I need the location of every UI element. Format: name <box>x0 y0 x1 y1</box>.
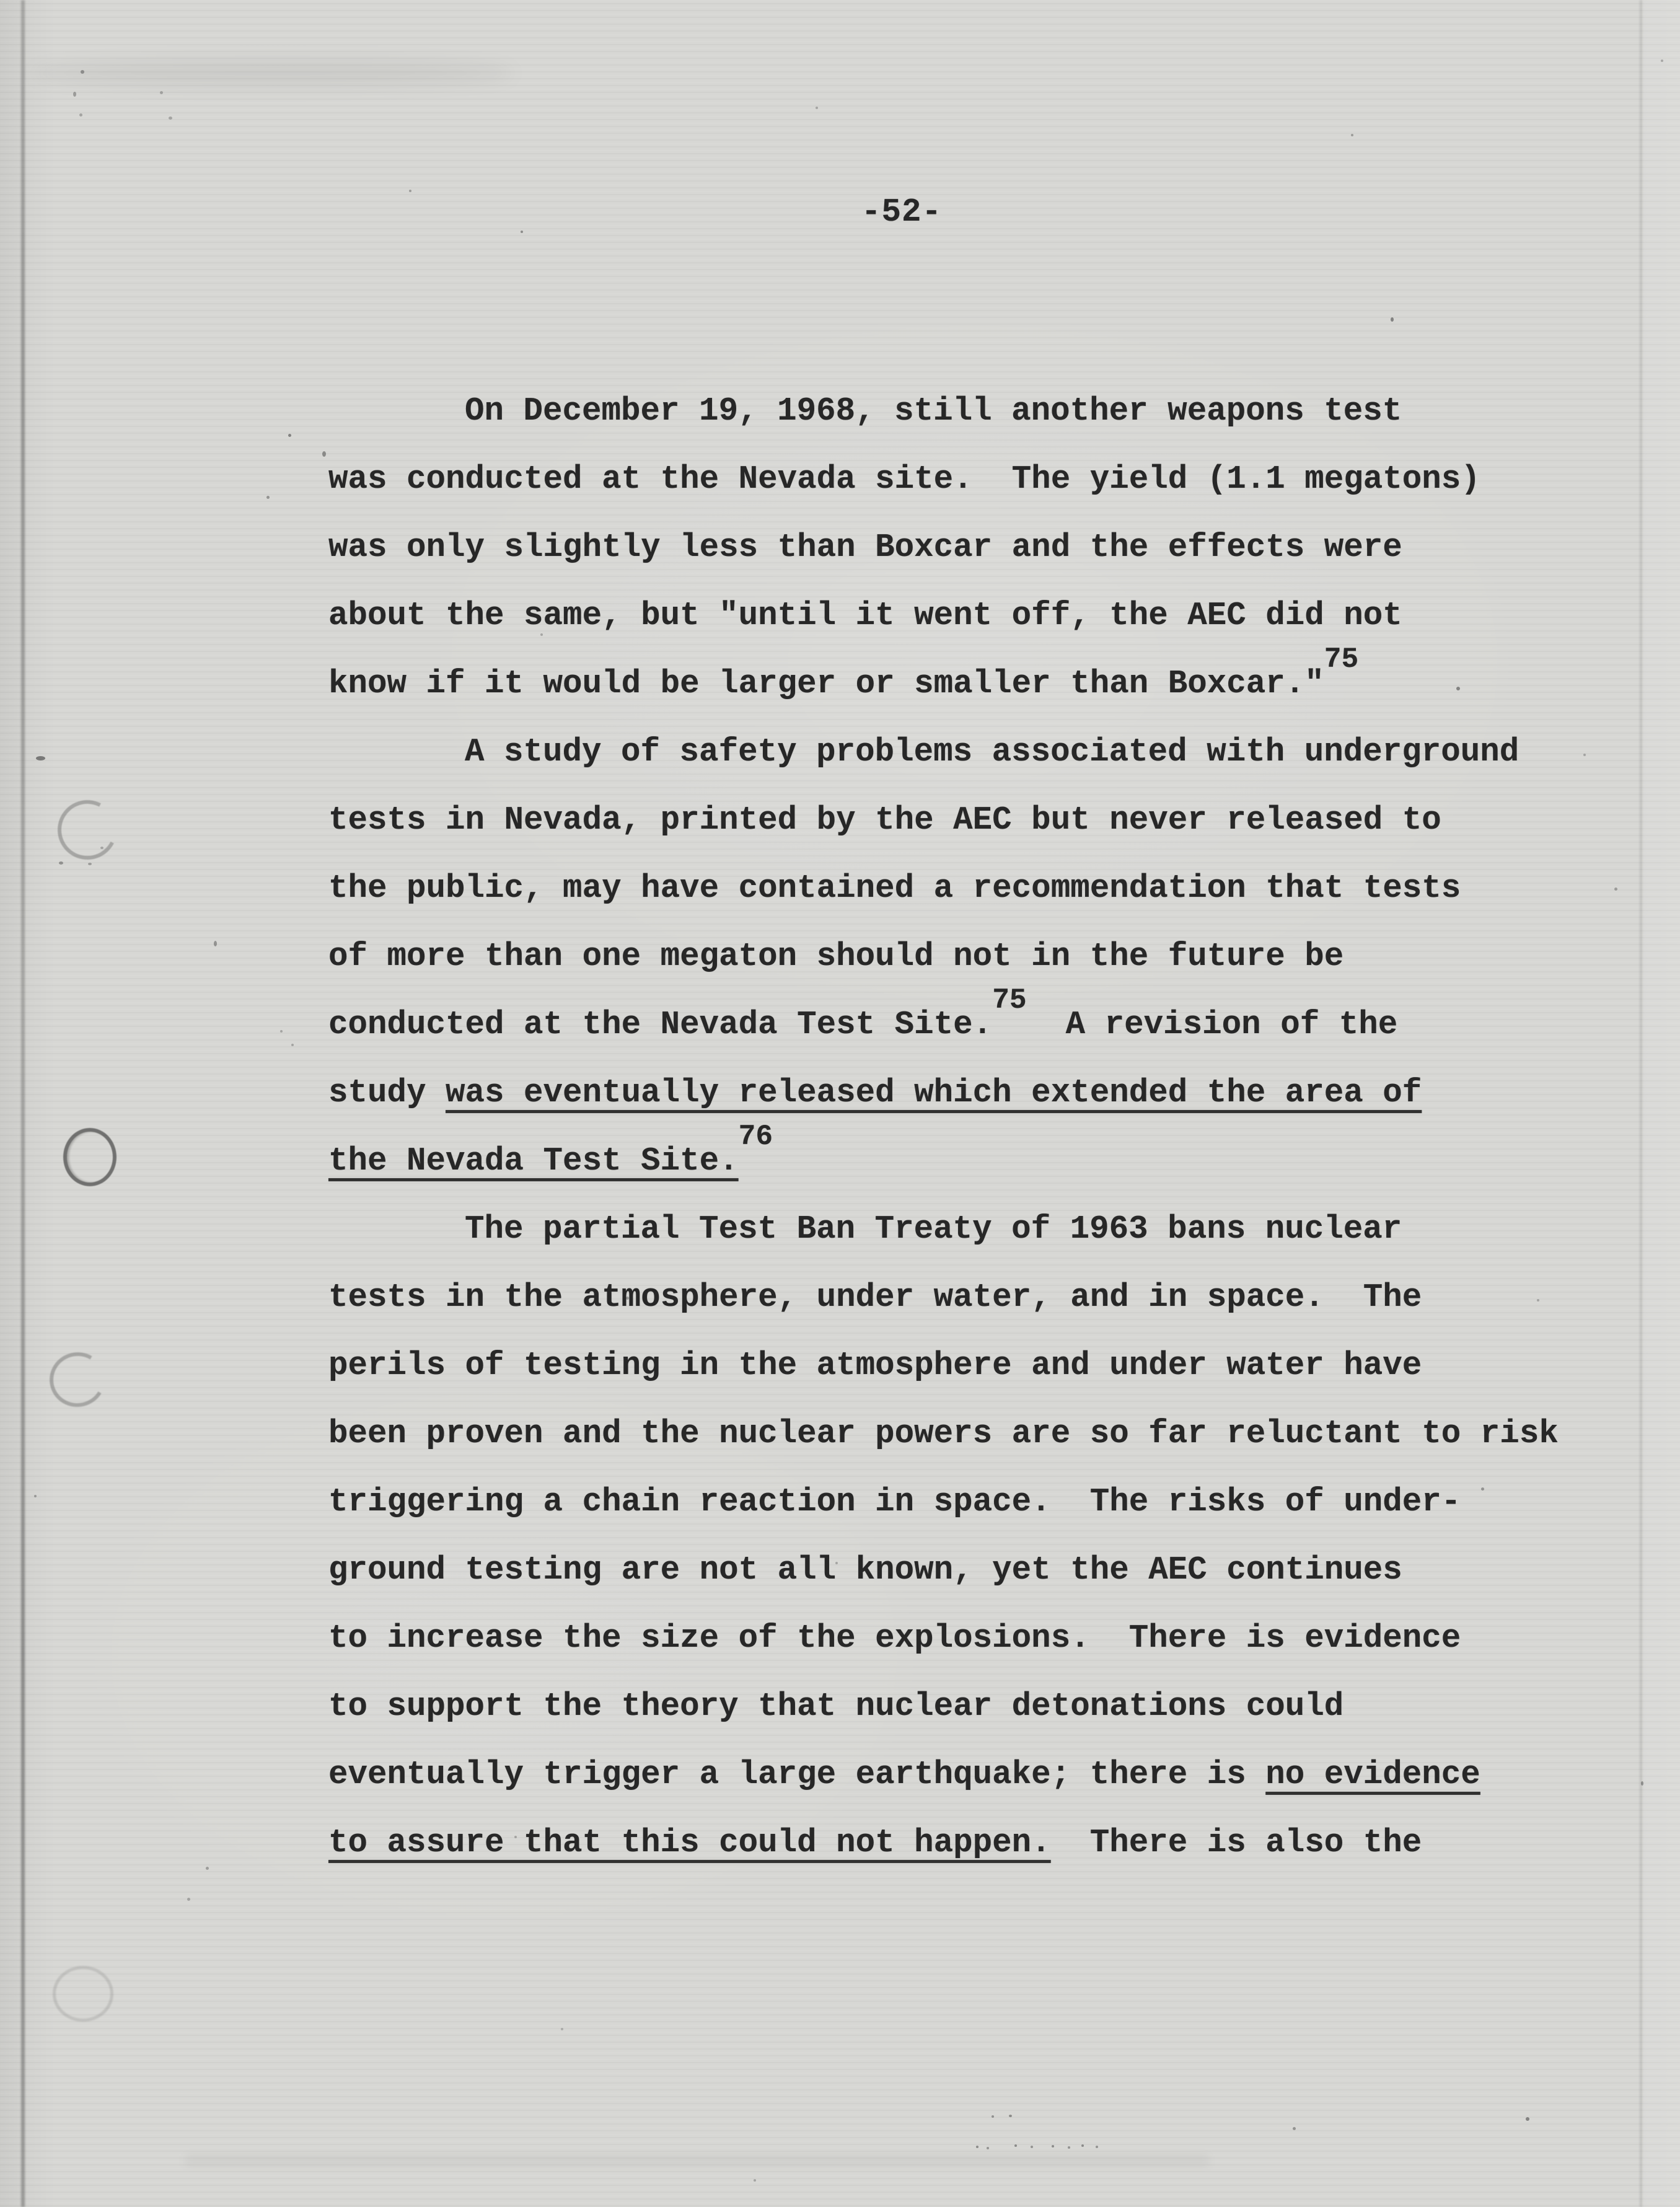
dust-speck <box>322 451 326 457</box>
text-segment: There is also the <box>1050 1824 1422 1861</box>
dust-speck <box>471 1836 473 1838</box>
text-segment: A study of safety problems associated with underground <box>465 733 1519 770</box>
text-segment: A revision of the <box>1026 1006 1398 1043</box>
text-segment: ground testing are not all known, yet the AEC continues <box>328 1551 1402 1588</box>
scan-smudge-bottom <box>186 2156 1208 2165</box>
dust-speck <box>88 863 92 865</box>
text-line <box>328 1740 1605 1808</box>
text-segment: triggering a chain reaction in space. The risks of under- <box>328 1483 1461 1520</box>
dust-speck <box>266 496 270 499</box>
scan-right-strip <box>1642 0 1680 2207</box>
text-segment: know if it would be larger or smaller than Boxcar." <box>328 665 1324 702</box>
text-line <box>328 1059 1605 1127</box>
footnote-marker: 76 <box>738 1121 773 1153</box>
dust-speck <box>1096 2146 1098 2148</box>
hole-punch-mark <box>63 1128 117 1186</box>
text-line <box>328 643 1605 718</box>
dust-speck <box>34 1495 37 1497</box>
dust-speck <box>540 633 543 636</box>
text-line <box>328 1195 1605 1263</box>
page-number: -52- <box>861 193 943 231</box>
dust-speck <box>835 1562 838 1564</box>
scan-edge-left-line <box>21 0 25 2207</box>
dust-speck <box>160 91 163 94</box>
footnote-marker: 75 <box>992 984 1027 1017</box>
text-line <box>328 581 1605 650</box>
text-line <box>328 445 1605 513</box>
text-segment: to increase the size of the explosions. There is evidence <box>328 1619 1461 1657</box>
text-line <box>328 1331 1605 1399</box>
dust-speck <box>816 107 818 109</box>
dust-speck <box>1351 134 1353 136</box>
dust-speck <box>1052 2145 1054 2148</box>
dust-speck <box>288 434 291 437</box>
text-line <box>328 854 1605 922</box>
dust-speck <box>1009 2115 1012 2117</box>
text-segment: tests in Nevada, printed by the AEC but never released to <box>328 801 1441 839</box>
dust-speck <box>1293 2127 1296 2130</box>
hole-punch-mark <box>53 1966 113 2022</box>
dust-speck <box>1391 317 1394 322</box>
dust-speck <box>626 1297 629 1300</box>
dust-speck <box>514 1836 517 1838</box>
text-segment: The partial Test Ban Treaty of 1963 bans nuclear <box>465 1210 1402 1248</box>
dust-speck <box>1537 1299 1539 1302</box>
text-segment: was only slightly less than Boxcar and the effects were <box>328 529 1402 566</box>
dust-speck <box>1641 1781 1643 1786</box>
text-line <box>328 377 1605 445</box>
typed-text <box>328 377 1605 1877</box>
text-line <box>328 513 1605 581</box>
text-segment: been proven and the nuclear powers are so far reluctant to risk <box>328 1415 1559 1452</box>
dust-speck <box>169 117 172 120</box>
underlined-text: the Nevada Test Site. <box>328 1142 739 1179</box>
dust-speck <box>79 113 82 117</box>
dust-speck <box>987 2147 989 2149</box>
text-line <box>328 1399 1605 1468</box>
dust-speck <box>1081 2144 1084 2147</box>
text-line <box>328 786 1605 854</box>
scan-smudge-top <box>31 59 514 87</box>
dust-speck <box>1014 2144 1017 2147</box>
underlined-text: was eventually released which extended the area of <box>446 1074 1422 1111</box>
dust-speck <box>1661 59 1663 62</box>
text-line <box>328 1808 1605 1877</box>
text-segment: was conducted at the Nevada site. The yield (1.1 megatons) <box>328 460 1480 498</box>
dust-speck <box>206 1867 209 1870</box>
text-segment: conducted at the Nevada Test Site. <box>328 1006 993 1043</box>
dust-speck <box>36 756 45 760</box>
dust-speck <box>59 861 63 865</box>
footnote-marker: 75 <box>1324 643 1359 676</box>
dust-speck <box>291 1044 294 1046</box>
text-line <box>328 1672 1605 1740</box>
text-segment: study <box>328 1074 446 1111</box>
text-segment: On December 19, 1968, still another weapons test <box>465 392 1402 430</box>
dust-speck <box>100 847 103 849</box>
dust-speck <box>521 231 523 233</box>
dust-speck <box>1196 402 1198 404</box>
dust-speck <box>280 1030 283 1033</box>
dust-speck <box>187 1898 190 1901</box>
text-segment: perils of testing in the atmosphere and under water have <box>328 1347 1422 1384</box>
dust-speck <box>495 1835 497 1837</box>
dust-speck <box>1068 2146 1070 2149</box>
dust-speck <box>214 941 217 946</box>
text-line <box>328 1263 1605 1331</box>
text-line <box>328 984 1605 1059</box>
text-line <box>328 1536 1605 1604</box>
dust-speck <box>1614 888 1617 891</box>
dust-speck <box>1456 687 1460 690</box>
dust-speck <box>1526 2117 1529 2121</box>
text-segment: the public, may have contained a recommendation that tests <box>328 870 1461 907</box>
hole-punch-mark <box>44 1346 112 1412</box>
text-line <box>328 922 1605 990</box>
text-segment: to support the theory that nuclear detonations could <box>328 1688 1344 1725</box>
underlined-text: no evidence <box>1265 1756 1480 1793</box>
dust-speck <box>976 2146 979 2148</box>
text-segment: of more than one megaton should not in the future be <box>328 938 1344 975</box>
text-segment: tests in the atmosphere, under water, and in space. The <box>328 1279 1422 1316</box>
dust-speck <box>73 92 76 97</box>
dust-speck <box>1583 754 1586 756</box>
text-segment: about the same, but "until it went off, the AEC did not <box>328 597 1402 634</box>
dust-speck <box>1031 2146 1033 2148</box>
dust-speck <box>561 2028 563 2030</box>
text-line <box>328 1468 1605 1536</box>
dust-speck <box>1481 1487 1484 1491</box>
underlined-text: to assure that this could not happen. <box>328 1824 1051 1861</box>
dust-speck <box>754 2179 756 2182</box>
hole-punch-mark <box>50 793 125 868</box>
dust-speck <box>992 2115 994 2118</box>
dust-speck <box>409 190 411 192</box>
text-line <box>328 718 1605 786</box>
text-line <box>328 1121 1605 1195</box>
text-segment: eventually trigger a large earthquake; there is <box>328 1756 1266 1793</box>
dust-speck <box>81 70 84 74</box>
text-line <box>328 1604 1605 1672</box>
